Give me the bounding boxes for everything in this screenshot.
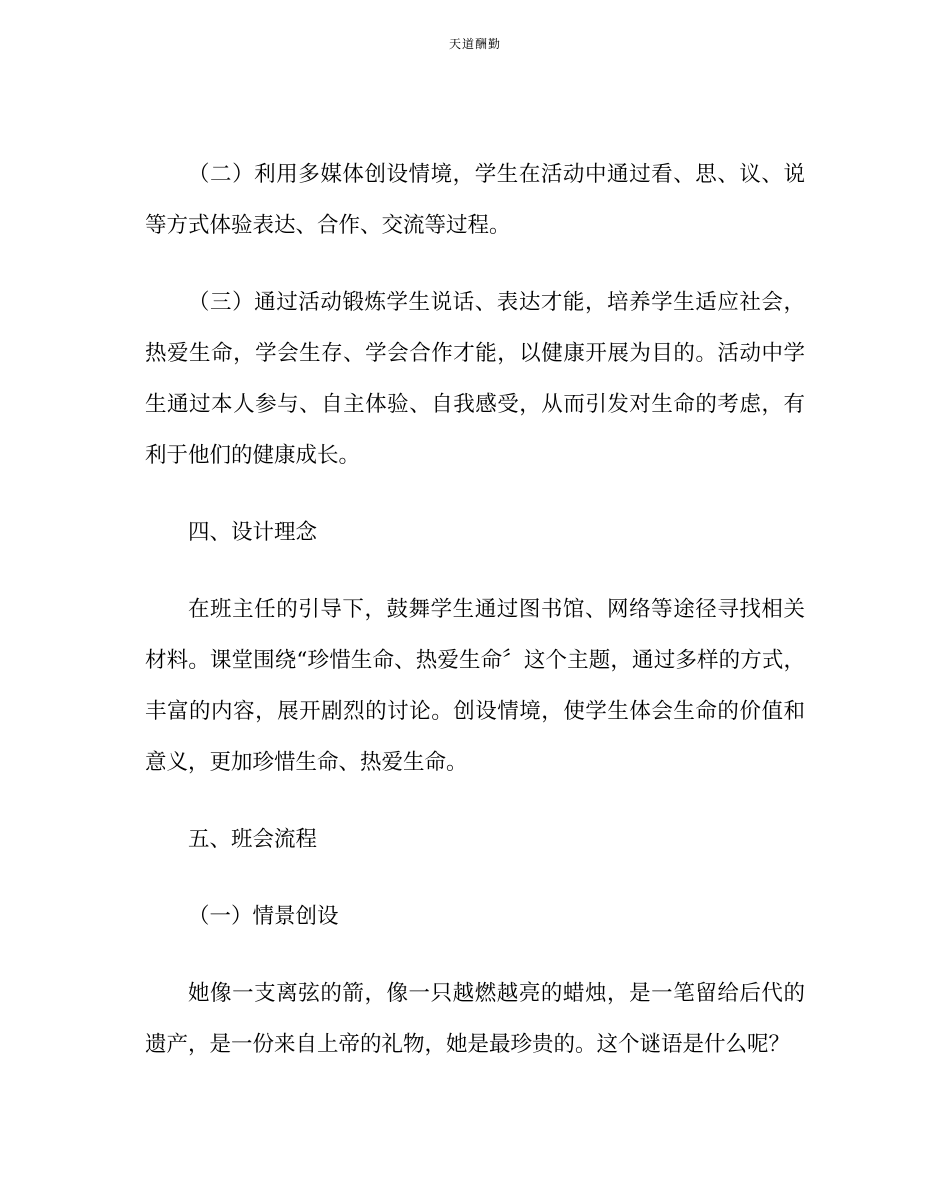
text-line: （二）利用多媒体创设情境，学生在活动中通过看、思、议、说	[188, 162, 805, 187]
text-line: 生通过本人参与、自主体验、自我感受，从而引发对生命的考虑，有	[145, 392, 805, 417]
section-heading-class-meeting-flow	[145, 814, 805, 865]
paragraph-objective-2	[145, 149, 805, 251]
subheading-scenario-setup	[145, 891, 805, 942]
text-line: 意义，更加珍惜生命、热爱生命。	[145, 750, 468, 775]
paragraph-riddle	[145, 968, 805, 1070]
document-body	[145, 149, 805, 1070]
text-line: （一）情景创设	[188, 904, 339, 929]
text-line: 五、班会流程	[188, 827, 318, 852]
text-line: 热爱生命，学会生存、学会合作才能，以健康开展为目的。活动中学	[145, 341, 805, 366]
page-header: 天道酬勤	[448, 37, 501, 51]
text-line: 四、设计理念	[188, 520, 318, 545]
section-heading-design-concept	[145, 507, 805, 558]
paragraph-design-concept	[145, 584, 805, 788]
text-line: （三）通过活动锻炼学生说话、表达才能，培养学生适应社会，	[188, 290, 805, 315]
text-line: 利于他们的健康成长。	[145, 443, 361, 468]
text-line: 在班主任的引导下，鼓舞学生通过图书馆、网络等途径寻找相关	[188, 597, 805, 622]
paragraph-objective-3	[145, 277, 805, 481]
text-line: 材料。课堂围绕“珍惜生命、热爱生命〞这个主题，通过多样的方式，	[145, 648, 805, 673]
text-line: 等方式体验表达、合作、交流等过程。	[145, 213, 511, 238]
text-line: 遗产，是一份来自上帝的礼物，她是最珍贵的。这个谜语是什么呢？	[145, 1032, 791, 1057]
text-line: 她像一支离弦的箭，像一只越燃越亮的蜡烛，是一笔留给后代的	[188, 981, 805, 1006]
text-line: 丰富的内容，展开剧烈的讨论。创设情境，使学生体会生命的价值和	[145, 699, 805, 724]
